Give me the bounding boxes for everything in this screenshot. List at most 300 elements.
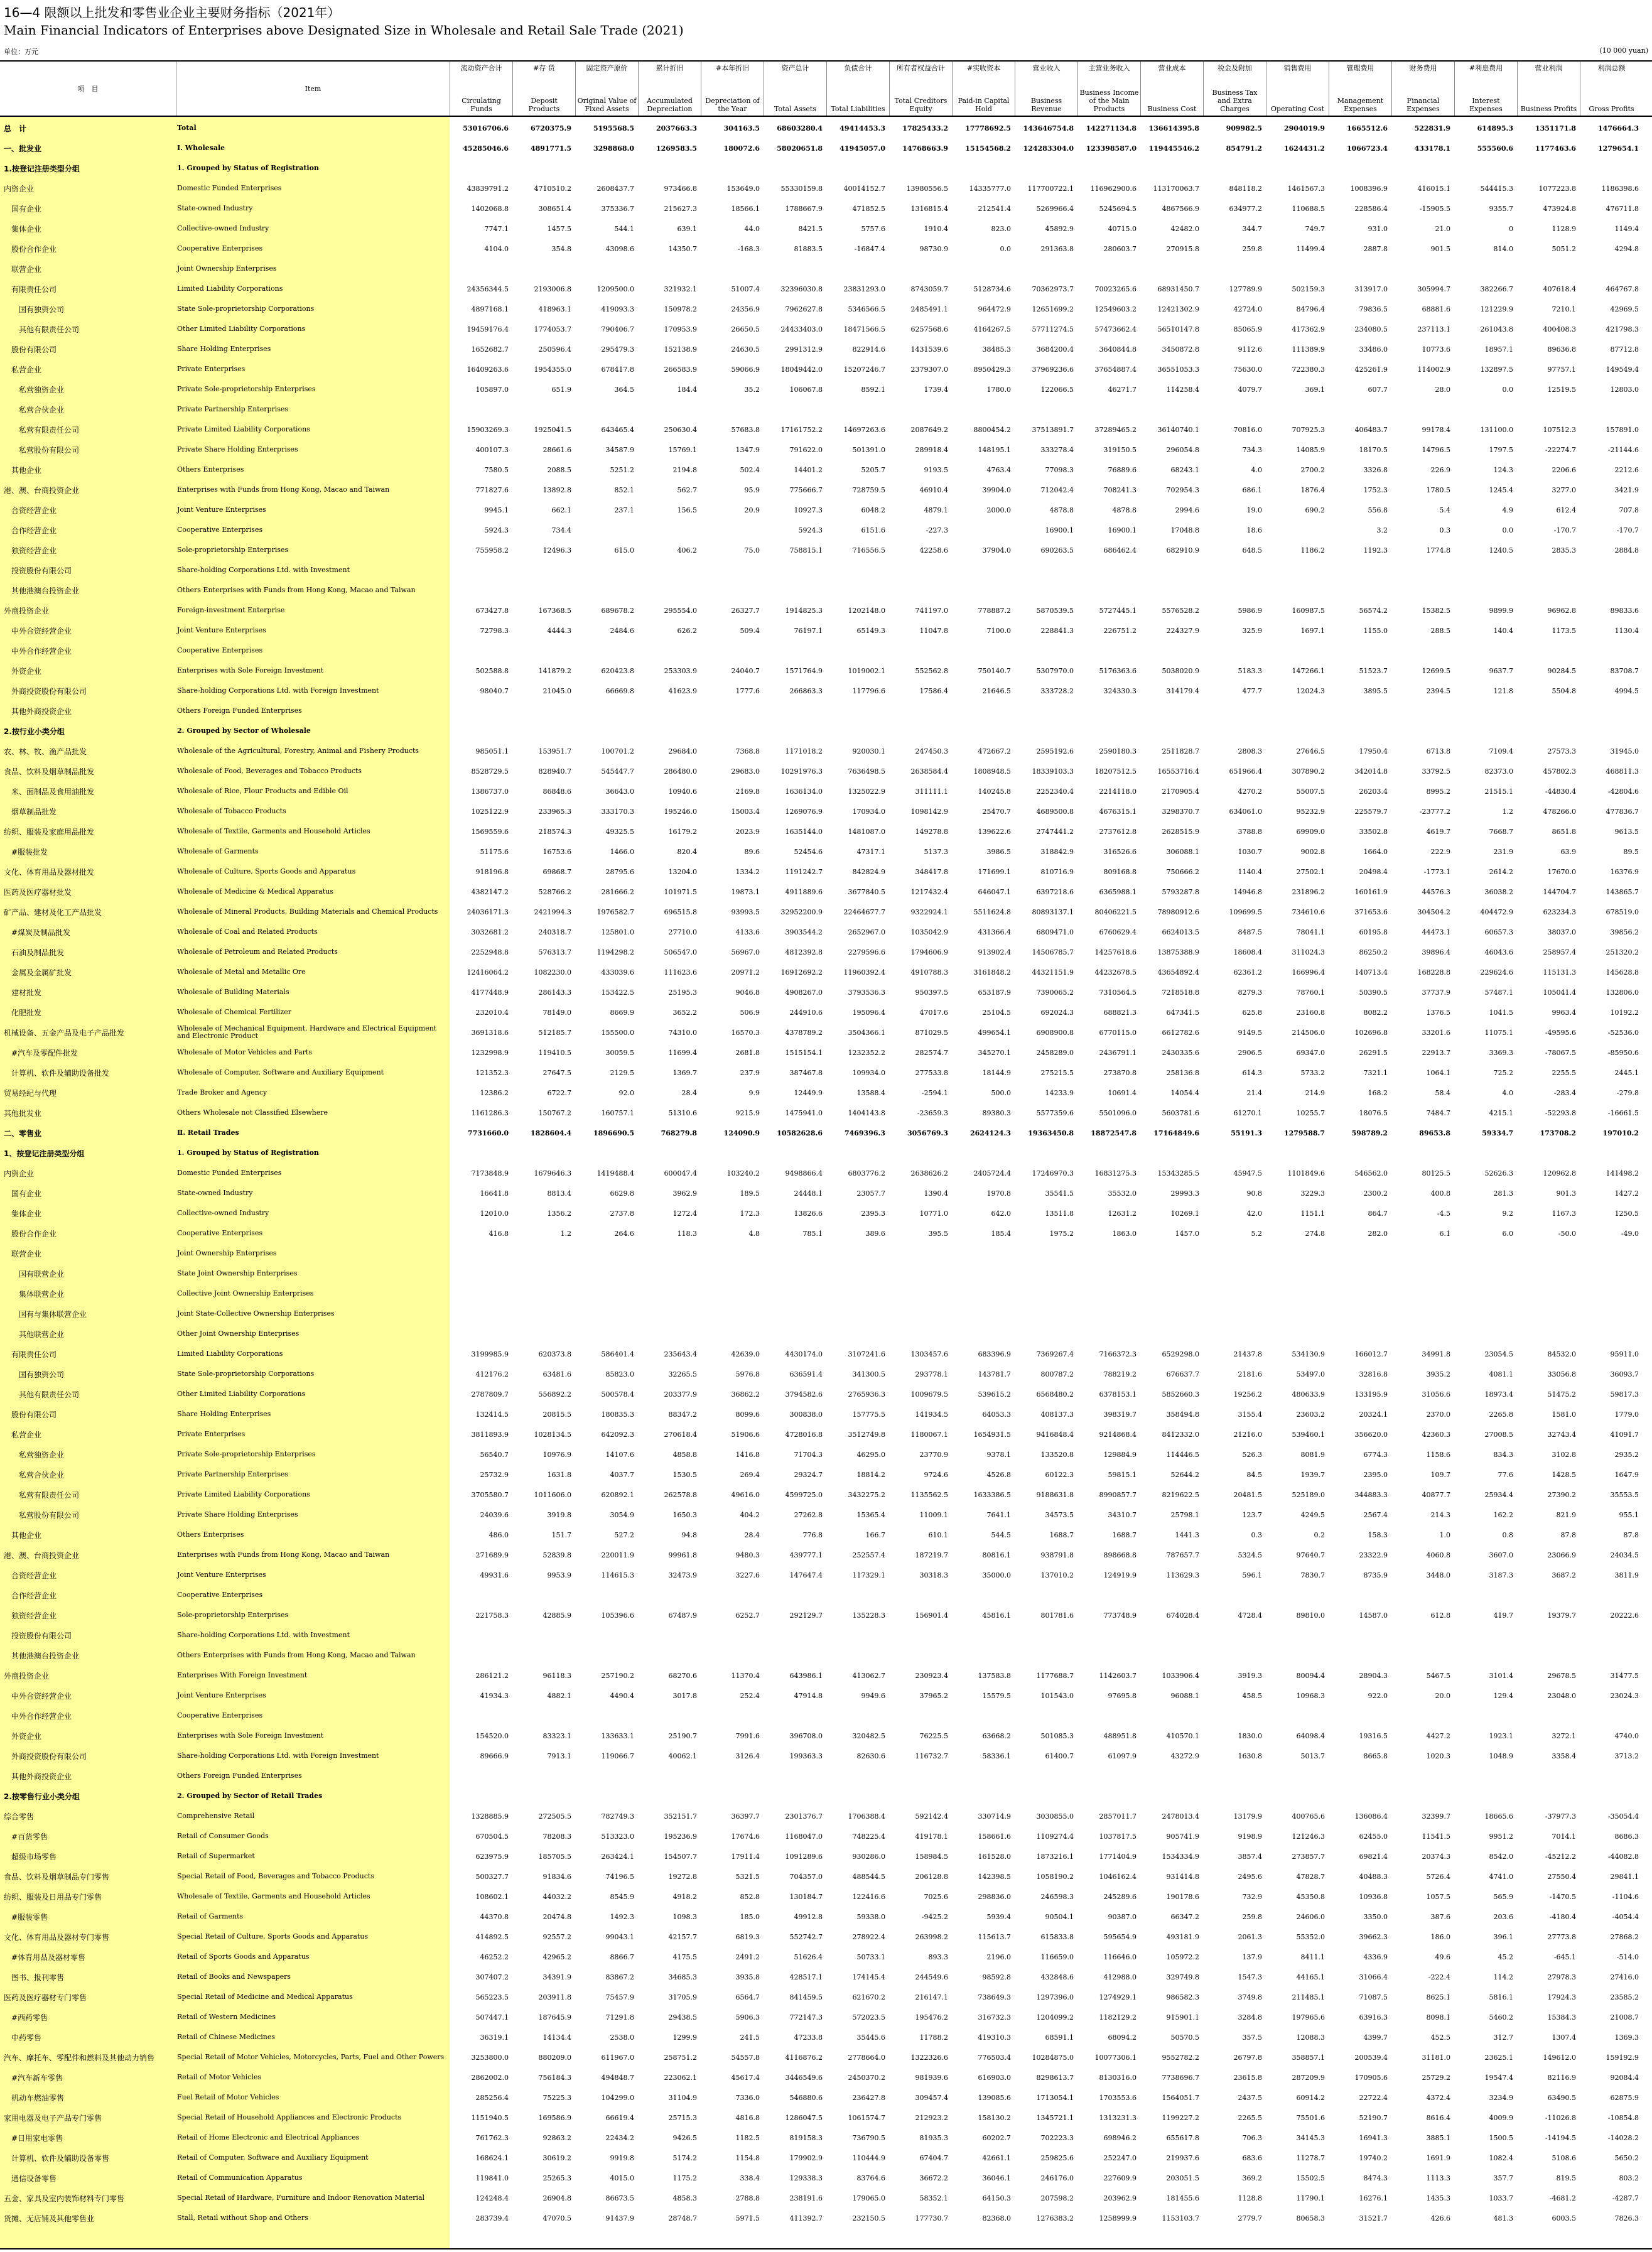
cell-value [1266, 641, 1325, 661]
cell-value: -21144.6 [1607, 445, 1639, 454]
cell-value: 3794582.6 [785, 1390, 823, 1399]
cell-value: 76889.6 [1108, 465, 1136, 474]
cell-value: 33056.8 [1547, 1370, 1576, 1378]
cell-value: 1752.3 [1363, 485, 1388, 494]
cell-value: 716556.5 [852, 546, 885, 555]
cell-value: 614.3 [1242, 1068, 1262, 1077]
cell-value [889, 1264, 948, 1284]
cell-value: 293778.1 [915, 1370, 948, 1378]
cell-value: 179065.0 [852, 2194, 885, 2202]
cell-value [1391, 1585, 1450, 1605]
cell-value: 228841.3 [1040, 626, 1074, 635]
cell-value: 2279596.6 [848, 948, 885, 956]
cell-value: 2538.0 [610, 2033, 634, 2042]
cell-value: 212541.4 [978, 204, 1011, 213]
cell-value: 4918.2 [672, 1892, 697, 1901]
cell-value: 1269583.5 [656, 144, 697, 153]
cell-value: 54557.8 [731, 2053, 760, 2062]
cell-value: 40062.1 [668, 1751, 697, 1760]
cell-value [1266, 1625, 1325, 1645]
cell-value [638, 1264, 697, 1284]
cell-value: 43272.9 [1170, 1751, 1199, 1760]
cell-value: 24036171.3 [467, 907, 509, 916]
cell-value: 712042.4 [1040, 485, 1074, 494]
cell-value: 20.0 [1435, 1691, 1450, 1700]
cell-value: 683.6 [1242, 2153, 1262, 2162]
cell-value: 4133.6 [735, 928, 760, 936]
cell-value [1203, 1324, 1262, 1344]
cell-value [1015, 560, 1074, 580]
cell-value: 4816.8 [735, 2113, 760, 2122]
cell-value: 2491.2 [735, 1952, 760, 1961]
cell-value: 316526.6 [1103, 847, 1136, 856]
cell-value: 1058190.2 [1036, 1872, 1074, 1881]
cell-value: 413062.7 [852, 1671, 885, 1680]
row-label-en: Retail of Garments [177, 1912, 244, 1920]
cell-value [764, 701, 823, 721]
cell-value: 140713.4 [1354, 968, 1388, 977]
cell-value: 237.1 [614, 506, 634, 514]
cell-value: 166.7 [865, 1530, 885, 1539]
cell-value: 27550.4 [1547, 1872, 1576, 1881]
cell-value: 4599725.0 [785, 1490, 823, 1499]
column-header-en: Business Income of the Main Products [1079, 89, 1139, 113]
cell-value: 27978.3 [1547, 1973, 1576, 1981]
column-header-en: Depreciation of the Year [705, 97, 760, 113]
cell-value [764, 1766, 823, 1786]
cell-value: 776503.4 [978, 2053, 1011, 2062]
cell-value [1077, 1766, 1136, 1786]
cell-value: 357.7 [1493, 2174, 1513, 2182]
cell-value: 4728.4 [1238, 1611, 1262, 1620]
table-row [0, 902, 1652, 922]
row-label-cn: 中外合作经营企业 [4, 1711, 72, 1721]
cell-value: 2265.8 [1489, 1410, 1513, 1419]
row-label-en: Share Holding Enterprises [177, 1410, 271, 1418]
cell-value: 131100.0 [1480, 425, 1513, 434]
cell-value: 154520.0 [475, 1731, 509, 1740]
cell-value: 0.3 [1251, 1530, 1262, 1539]
column-header [0, 62, 176, 116]
cell-value: 281666.2 [601, 887, 634, 896]
column-header [1140, 62, 1203, 116]
table-row [0, 138, 1652, 158]
cell-value: 80816.1 [982, 1551, 1011, 1559]
page-title-cn: 16—4 限额以上批发和零售业企业主要财务指标（2021年） [4, 5, 340, 20]
cell-value [638, 259, 697, 279]
column-header-cn: 资产总计 [781, 64, 809, 72]
cell-value: 309457.4 [915, 2093, 948, 2102]
column-header-en: Paid-in Capital Hold [958, 97, 1010, 113]
cell-value: 244910.6 [789, 1008, 823, 1017]
cell-value: 8743059.7 [910, 284, 948, 293]
cell-value: 1322326.6 [910, 2053, 948, 2062]
cell-value [1454, 1585, 1513, 1605]
cell-value [575, 1243, 634, 1264]
cell-value: 722380.3 [1292, 365, 1325, 374]
row-label-en: Retail of Supermarket [177, 1852, 255, 1860]
cell-value: 9951.2 [1489, 1832, 1513, 1841]
cell-value: 45.2 [1498, 1952, 1513, 1961]
cell-value: 828940.7 [538, 767, 571, 776]
cell-value: 84532.0 [1547, 1350, 1576, 1358]
row-label-en: Total [177, 124, 197, 132]
cell-value: 358494.8 [1166, 1410, 1199, 1419]
cell-value: 810716.9 [1040, 867, 1074, 876]
cell-value: 231.9 [1493, 847, 1513, 856]
cell-value: 1.2 [1502, 807, 1513, 816]
cell-value: 77098.3 [1045, 465, 1074, 474]
cell-value: 37654887.4 [1094, 365, 1136, 374]
cell-value: 1954355.0 [534, 365, 571, 374]
cell-value [764, 1304, 823, 1324]
cell-value: 10771.0 [919, 1209, 948, 1218]
cell-value: 5577359.6 [1036, 1108, 1074, 1117]
row-label-en: Wholesale of Coal and Related Products [177, 928, 318, 936]
table-row [0, 1505, 1652, 1525]
cell-value: 6378153.1 [1099, 1390, 1136, 1399]
cell-value: 341300.5 [852, 1370, 885, 1378]
cell-value: 45617.4 [731, 2073, 760, 2082]
cell-value: 19740.2 [1359, 2153, 1388, 2162]
cell-value: 901.5 [1430, 244, 1450, 253]
cell-value: 1427.2 [1614, 1189, 1639, 1198]
cell-value [1580, 701, 1639, 721]
cell-value [826, 1324, 885, 1344]
cell-value: 95911.0 [1610, 1350, 1639, 1358]
cell-value: 21008.7 [1610, 2013, 1639, 2022]
row-label-en: Wholesale of Food, Beverages and Tobacco Products [177, 767, 362, 775]
cell-value [1077, 1585, 1136, 1605]
cell-value: 56574.2 [1359, 606, 1388, 615]
cell-value: 636591.4 [789, 1370, 823, 1378]
cell-value: 778887.2 [978, 606, 1011, 615]
cell-value [826, 1766, 885, 1786]
cell-value: 5924.3 [798, 526, 823, 534]
cell-value: 27416.0 [1610, 1973, 1639, 1981]
cell-value: 4104.0 [484, 244, 509, 253]
cell-value: 4908267.0 [785, 988, 823, 997]
cell-value: 36038.2 [1484, 887, 1513, 896]
cell-value: 11699.4 [668, 1048, 697, 1057]
cell-value: 16553716.4 [1157, 767, 1199, 776]
cell-value [889, 259, 948, 279]
cell-value: 11370.4 [731, 1671, 760, 1680]
cell-value: 3272.1 [1552, 1731, 1576, 1740]
cell-value: 1351171.8 [1535, 124, 1576, 133]
cell-value: 12416064.2 [467, 968, 509, 977]
row-label-cn: #汽车及零配件批发 [4, 1048, 78, 1058]
row-label-cn: 总 计 [4, 124, 27, 133]
cell-value: 880209.0 [538, 2053, 571, 2062]
cell-value: 2935.2 [1614, 1450, 1639, 1459]
cell-value: 29438.5 [668, 2013, 697, 2022]
cell-value [1391, 1284, 1450, 1304]
column-header [1454, 62, 1517, 116]
row-label-en: Cooperative Enterprises [177, 1229, 263, 1237]
cell-value [1266, 701, 1325, 721]
cell-value: 0.2 [1314, 1530, 1325, 1539]
table-row [0, 721, 1652, 741]
row-label-en: Wholesale of Rice, Flour Products and Edible Oil [177, 787, 348, 795]
cell-value: 4741.0 [1489, 1872, 1513, 1881]
cell-value [575, 721, 634, 741]
cell-value: 36140740.1 [1157, 425, 1199, 434]
cell-value: 1390.4 [924, 1189, 948, 1198]
cell-value: 10192.2 [1610, 1008, 1639, 1017]
cell-value [764, 1645, 823, 1665]
cell-value: 10927.3 [794, 506, 823, 514]
cell-value: 528766.2 [538, 887, 571, 896]
cell-value: 1082230.0 [534, 968, 571, 977]
cell-value: 481.3 [1493, 2214, 1513, 2222]
cell-value: 3.2 [1376, 526, 1388, 534]
cell-value: 6529298.0 [1162, 1350, 1199, 1358]
cell-value: 26327.7 [731, 606, 760, 615]
cell-value: 57473662.4 [1094, 325, 1136, 333]
cell-value [1140, 1766, 1199, 1786]
table-row [0, 962, 1652, 982]
cell-value [1077, 158, 1136, 178]
row-label-en: Wholesale of Culture, Sports Goods and Apparatus [177, 867, 356, 875]
row-label-en: Cooperative Enterprises [177, 526, 263, 534]
row-label-cn: 中外合作经营企业 [4, 646, 72, 656]
row-label-cn: 米、面制品及食用油批发 [4, 787, 95, 796]
cell-value: 1046162.4 [1099, 1872, 1136, 1881]
cell-value: 1272.4 [672, 1209, 697, 1218]
cell-value [1203, 1625, 1262, 1645]
cell-value: 74310.0 [668, 1028, 697, 1037]
row-label-cn: 汽车、摩托车、零配件和燃料及其他动力销售 [4, 2053, 155, 2062]
cell-value: 44165.1 [1296, 1973, 1325, 1981]
cell-value [1454, 158, 1513, 178]
cell-value: 7025.6 [924, 1892, 948, 1901]
cell-value [1454, 1243, 1513, 1264]
cell-value: 17674.6 [731, 1832, 760, 1841]
cell-value: 2458289.0 [1036, 1048, 1074, 1057]
row-label-en: 1. Grouped by Status of Registration [177, 1149, 319, 1157]
cell-value: 9193.5 [924, 465, 948, 474]
cell-value: 57487.1 [1484, 988, 1513, 997]
row-label-en: Sole-proprietorship Enterprises [177, 1611, 289, 1619]
cell-value [1140, 701, 1199, 721]
table-row [0, 1806, 1652, 1826]
cell-value: 71291.8 [605, 2013, 634, 2022]
cell-value: 9046.8 [735, 988, 760, 997]
cell-value: 37289465.2 [1094, 425, 1136, 434]
cell-value: 1652682.7 [471, 345, 509, 354]
cell-value [1517, 158, 1576, 178]
cell-value: 734.3 [1242, 445, 1262, 454]
cell-value: 419178.1 [915, 1832, 948, 1841]
row-label-en: Fuel Retail of Motor Vehicles [177, 2093, 279, 2101]
cell-value: 10291976.3 [780, 767, 823, 776]
cell-value: 1173.5 [1552, 626, 1576, 635]
cell-value: 5324.5 [1238, 1551, 1262, 1559]
cell-value: 3448.0 [1426, 1571, 1450, 1579]
table-row [0, 1284, 1652, 1304]
cell-value: 91437.9 [605, 2214, 634, 2222]
cell-value: 3432275.2 [848, 1490, 885, 1499]
cell-value: 42258.6 [919, 546, 948, 555]
cell-value: 651966.4 [1229, 767, 1262, 776]
cell-value: 50570.5 [1170, 2033, 1199, 2042]
cell-value: 11541.5 [1422, 1832, 1450, 1841]
cell-value: 55352.0 [1296, 1932, 1325, 1941]
cell-value: 871029.5 [915, 1028, 948, 1037]
cell-value: 34310.7 [1108, 1510, 1136, 1519]
cell-value: 270618.4 [664, 1430, 697, 1439]
cell-value: 6819.3 [735, 1932, 760, 1941]
cell-value: 45285046.6 [463, 144, 509, 153]
row-label-en: Wholesale of Petroleum and Related Products [177, 948, 338, 956]
cell-value: 419310.3 [978, 2033, 1011, 2042]
cell-value: 42965.2 [543, 1952, 571, 1961]
cell-value: 6908900.8 [1036, 1028, 1074, 1037]
cell-value [1140, 560, 1199, 580]
cell-value [1015, 1645, 1074, 1665]
cell-value: 646047.1 [978, 887, 1011, 896]
cell-value: 382266.7 [1480, 284, 1513, 293]
cell-value [1517, 1243, 1576, 1264]
unit-label-cn: 单位：万元 [4, 48, 38, 56]
cell-value: 416.8 [489, 1229, 509, 1238]
cell-value: 252.4 [740, 1691, 760, 1700]
cell-value [1203, 1243, 1262, 1264]
cell-value: 6397218.6 [1036, 887, 1074, 896]
cell-value: 51906.6 [731, 1430, 760, 1439]
cell-value: 4740.0 [1614, 1731, 1639, 1740]
cell-value: 36643.0 [605, 787, 634, 796]
cell-value: 236427.8 [852, 2093, 885, 2102]
cell-value: 121.8 [1493, 686, 1513, 695]
cell-value [450, 1143, 509, 1163]
cell-value: 28795.6 [605, 867, 634, 876]
row-label-en: Others Foreign Funded Enterprises [177, 706, 302, 715]
cell-value [1140, 399, 1199, 420]
cell-value: 223062.1 [664, 2073, 697, 2082]
cell-value: 41934.3 [480, 1691, 509, 1700]
row-label-en: Wholesale of Metal and Metallic Ore [177, 968, 306, 976]
cell-value [1329, 721, 1388, 741]
cell-value: 1500.5 [1489, 2133, 1513, 2142]
cell-value: -514.0 [1616, 1952, 1639, 1961]
cell-value: 1970.8 [986, 1189, 1011, 1198]
cell-value [638, 1324, 697, 1344]
cell-value [1266, 1706, 1325, 1726]
cell-value: 32952200.9 [780, 907, 823, 916]
cell-value: 1109274.4 [1036, 1832, 1074, 1841]
cell-value: 306088.1 [1166, 847, 1199, 856]
cell-value: 275215.5 [1040, 1068, 1074, 1077]
column-header [1329, 62, 1391, 116]
cell-value: 132897.5 [1480, 365, 1513, 374]
cell-value: 42157.7 [668, 1932, 697, 1941]
cell-value: 1250.5 [1614, 1209, 1639, 1218]
cell-value [1203, 580, 1262, 600]
cell-value: 21.4 [1246, 1088, 1262, 1097]
cell-value: 63668.2 [982, 1731, 1011, 1740]
cell-value [1266, 580, 1325, 600]
cell-value: 3102.8 [1552, 1450, 1576, 1459]
cell-value [512, 1264, 571, 1284]
cell-value: 274.8 [1305, 1229, 1325, 1238]
cell-value: 195476.2 [915, 2013, 948, 2022]
table-row [0, 1967, 1652, 1987]
cell-value: 16900.1 [1045, 526, 1074, 534]
cell-value: 7484.7 [1426, 1108, 1450, 1117]
cell-value: 522831.9 [1414, 124, 1450, 133]
cell-value [764, 1284, 823, 1304]
cell-value: 124283304.0 [1023, 144, 1074, 153]
table-row [0, 801, 1652, 821]
cell-value: 5051.2 [1552, 244, 1576, 253]
row-label-cn: 合资经营企业 [4, 1571, 57, 1580]
cell-value: 98730.9 [919, 244, 948, 253]
cell-value: 137583.8 [978, 1671, 1011, 1680]
cell-value: 406.2 [677, 546, 697, 555]
cell-value: 1303457.6 [910, 1350, 948, 1358]
cell-value: 10269.1 [1170, 1209, 1199, 1218]
cell-value: 13826.6 [794, 1209, 823, 1218]
table-row [0, 440, 1652, 460]
cell-value: 14796.5 [1422, 445, 1450, 454]
cell-value: 173708.2 [1540, 1129, 1576, 1137]
cell-value: 17246970.3 [1032, 1169, 1074, 1177]
cell-value: 400.8 [1430, 1189, 1450, 1198]
cell-value [952, 1143, 1011, 1163]
cell-value: 12699.5 [1422, 666, 1450, 675]
cell-value [638, 1786, 697, 1806]
cell-value: 9498866.4 [785, 1169, 823, 1177]
cell-value: 4.0 [1502, 1088, 1513, 1097]
cell-value: 60202.7 [982, 2133, 1011, 2142]
cell-value: 133520.8 [1040, 1450, 1074, 1459]
cell-value: 19256.2 [1233, 1390, 1262, 1399]
cell-value: 1140.4 [1238, 867, 1262, 876]
cell-value: 314179.4 [1166, 686, 1199, 695]
cell-value: 4009.9 [1489, 2113, 1513, 2122]
cell-value: 920030.1 [852, 747, 885, 755]
cell-value: 732.9 [1242, 1892, 1262, 1901]
cell-value: 35532.0 [1108, 1189, 1136, 1198]
cell-value: 6252.7 [735, 1611, 760, 1620]
cell-value: 615.0 [614, 546, 634, 555]
cell-value: 14946.8 [1233, 887, 1262, 896]
cell-value: 24356.9 [731, 305, 760, 313]
cell-value: 14335777.0 [969, 184, 1011, 193]
table-row [0, 259, 1652, 279]
row-label-cn: 国有独资公司 [4, 305, 65, 314]
cell-value: 44.0 [744, 224, 760, 233]
cell-value: 5924.3 [484, 526, 509, 534]
column-header-cn: #实收资本 [966, 64, 1001, 72]
table-row [0, 198, 1652, 219]
cell-value: 18872547.8 [1091, 1129, 1136, 1137]
cell-value: 1534334.9 [1162, 1852, 1199, 1861]
cell-value: 1186398.6 [1601, 184, 1639, 193]
cell-value [1517, 1585, 1576, 1605]
cell-value: 330714.9 [978, 1812, 1011, 1821]
cell-value: 5976.8 [735, 1370, 760, 1378]
cell-value: 1177688.7 [1036, 1671, 1074, 1680]
row-label-cn: 纺织、服装及家庭用品批发 [4, 827, 95, 836]
cell-value: -44082.8 [1607, 1852, 1639, 1861]
cell-value: 9215.9 [735, 1108, 760, 1117]
cell-value: 2991312.9 [785, 345, 823, 354]
column-header [575, 62, 638, 116]
cell-value [512, 158, 571, 178]
